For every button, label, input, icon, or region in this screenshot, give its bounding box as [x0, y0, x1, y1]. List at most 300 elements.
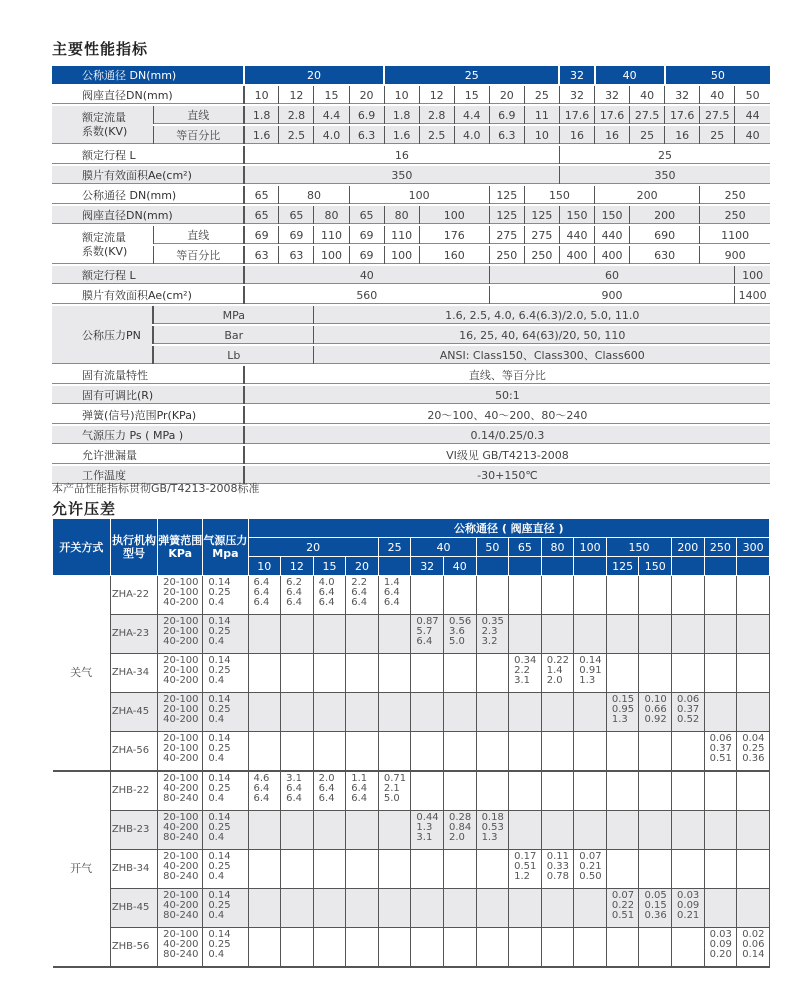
- pressure-diff-cell: [411, 732, 444, 772]
- value: 0.18: [481, 812, 504, 823]
- table-cell: 12: [419, 85, 454, 105]
- value: 0.14: [208, 773, 231, 784]
- value: 0.02: [742, 929, 765, 940]
- value: 0.07: [611, 890, 635, 901]
- header-row-1: [53, 519, 770, 538]
- value: 2.2: [514, 665, 531, 676]
- value: 20-100: [163, 733, 199, 744]
- pressure-row: [52, 325, 770, 345]
- sub-label: 直线: [153, 225, 244, 245]
- value: 40-200: [163, 753, 199, 764]
- table-cell: 400: [595, 245, 630, 265]
- value: 2.0: [546, 675, 563, 686]
- header-seat: 40: [443, 557, 476, 576]
- value: 0.33: [546, 861, 569, 872]
- pressure-diff-cell: [672, 771, 705, 811]
- value: 6.4: [253, 783, 270, 794]
- pressure-diff-cell: [737, 928, 770, 968]
- value: 0.4: [208, 636, 225, 647]
- seat-row: [52, 85, 770, 105]
- spring-cell: [158, 732, 203, 772]
- value: 0.66: [644, 704, 667, 715]
- value: 0.14: [208, 812, 231, 823]
- table-cell: 44: [735, 105, 770, 125]
- pressure-diff-cell: [378, 811, 411, 850]
- table-cell: 65: [279, 205, 314, 225]
- value: 0.09: [677, 900, 700, 911]
- value: 3.1: [286, 773, 302, 784]
- pressure-diff-cell: [443, 732, 476, 772]
- pressure-diff-cell: [509, 850, 542, 889]
- value: 40-200: [163, 597, 199, 608]
- header-dn: 100: [574, 538, 607, 557]
- pressure-diff-cell: [509, 615, 542, 654]
- table-cell: 69: [279, 225, 314, 245]
- pressure-diff-cell: [443, 576, 476, 615]
- pressure-diff-cell: [346, 654, 379, 693]
- table-cell: 16: [665, 125, 700, 145]
- value: 40-200: [163, 714, 199, 725]
- air-cell: [203, 850, 248, 889]
- pressure-diff-cell: [281, 811, 314, 850]
- pressure-diff-cell: [346, 615, 379, 654]
- value: 0.51: [514, 861, 537, 872]
- pressure-diff-cell: [411, 576, 444, 615]
- pressure-diff-cell: [281, 850, 314, 889]
- unit-label: Lb: [153, 345, 314, 365]
- header-mode: 开关方式: [53, 519, 111, 576]
- pressure-diff-cell: [509, 732, 542, 772]
- table-cell: 2.8: [419, 105, 454, 125]
- table-cell: 17.6: [559, 105, 594, 125]
- data-row: [53, 732, 770, 772]
- table-cell: 63: [244, 245, 279, 265]
- value: 40-200: [163, 783, 199, 794]
- value: 0.11: [546, 851, 569, 862]
- pressure-diff-cell: [574, 771, 607, 811]
- spec-row: [52, 365, 770, 385]
- pressure-diff-cell: [248, 576, 281, 615]
- value: 0.71: [383, 773, 407, 784]
- table-cell: 32: [559, 66, 594, 85]
- data-row: [53, 811, 770, 850]
- pressure-diff-cell: [737, 693, 770, 732]
- pressure-diff-cell: [378, 576, 411, 615]
- data-row: [53, 654, 770, 693]
- pressure-diff-cell: [346, 732, 379, 772]
- value: 0.34: [514, 655, 537, 666]
- row-label: 弹簧(信号)范围Pr(KPa): [52, 405, 244, 425]
- value: 0.4: [208, 832, 225, 843]
- table-cell: 25: [630, 125, 665, 145]
- value: 0.4: [208, 871, 225, 882]
- table-cell: 176: [419, 225, 489, 245]
- value: 6.4: [286, 793, 302, 804]
- pressure-diff-cell: [606, 850, 639, 889]
- pressure-diff-cell: [411, 850, 444, 889]
- table-cell: 250: [700, 205, 770, 225]
- value: 0.22: [611, 900, 635, 911]
- value: 1.2: [514, 871, 531, 882]
- pressure-diff-cell: [313, 732, 346, 772]
- header-seat: [574, 557, 607, 576]
- header-seat: 20: [346, 557, 379, 576]
- pressure-diff-cell: [672, 928, 705, 968]
- table-cell: 16: [559, 125, 594, 145]
- pressure-diff-cell: [411, 771, 444, 811]
- air-cell: [203, 811, 248, 850]
- pressure-diff-cell: [281, 615, 314, 654]
- pressure-diff-cell: [476, 928, 509, 968]
- pressure-diff-cell: [541, 693, 574, 732]
- pressure-diff-cell: [281, 889, 314, 928]
- pressure-diff-cell: [411, 693, 444, 732]
- table-cell: 1.8: [384, 105, 419, 125]
- pressure-diff-cell: [411, 654, 444, 693]
- value: 20-100: [163, 743, 199, 754]
- pressure-diff-cell: [606, 771, 639, 811]
- value: 0.92: [644, 714, 667, 725]
- value: 0.37: [677, 704, 700, 715]
- value: 0.06: [742, 939, 765, 950]
- allowed-pressure-table: [52, 518, 770, 968]
- table-cell: 1.6: [384, 125, 419, 145]
- pressure-diff-cell: [574, 811, 607, 850]
- value: 2.2: [351, 577, 368, 588]
- pressure-diff-cell: [378, 654, 411, 693]
- value: 6.4: [318, 597, 335, 608]
- header-dn-title: 公称通径 ( 阀座直径 ): [248, 519, 769, 538]
- table-cell: 15: [454, 85, 489, 105]
- pressure-diff-cell: [443, 811, 476, 850]
- pressure-diff-cell: [281, 693, 314, 732]
- table-cell: 6.3: [489, 125, 524, 145]
- pressure-diff-cell: [248, 693, 281, 732]
- table-cell: 6.9: [349, 105, 384, 125]
- pressure-diff-cell: [574, 615, 607, 654]
- table-cell: 50: [665, 66, 770, 85]
- pressure-diff-cell: [574, 654, 607, 693]
- header-seat: 10: [248, 557, 281, 576]
- pressure-diff-cell: [737, 732, 770, 772]
- table-cell: 100: [384, 245, 419, 265]
- pressure-diff-cell: [639, 811, 672, 850]
- value: 0.22: [546, 655, 569, 666]
- table-cell: 100: [349, 185, 489, 205]
- value: 4.0: [318, 577, 335, 588]
- seat-row-2: [52, 205, 770, 225]
- air-cell: [203, 732, 248, 772]
- value: 6.4: [383, 587, 400, 598]
- value: 6.4: [351, 597, 368, 608]
- table-cell: 25: [524, 85, 559, 105]
- pressure-diff-cell: [313, 928, 346, 968]
- pressure-diff-cell: [443, 615, 476, 654]
- table-cell: 1400: [735, 285, 770, 305]
- table-cell: -30+150℃: [244, 465, 770, 485]
- pressure-diff-cell: [639, 732, 672, 772]
- value: 6.4: [286, 597, 302, 608]
- value: 3.2: [481, 636, 498, 647]
- pressure-diff-cell: [346, 889, 379, 928]
- header-dn: 20: [248, 538, 378, 557]
- dn-row-2: [52, 185, 770, 205]
- table-cell: 125: [489, 205, 524, 225]
- kv-linear-row-2: [52, 225, 770, 245]
- kv-equal-row-2: [52, 245, 770, 265]
- table-cell: 10: [384, 85, 419, 105]
- value: 1.3: [579, 675, 596, 686]
- value: 0.25: [208, 704, 231, 715]
- pressure-diff-cell: [704, 615, 737, 654]
- air-cell: [203, 576, 248, 615]
- table-cell: 125: [524, 205, 559, 225]
- header-dn: 200: [672, 538, 705, 557]
- header-dn: 40: [411, 538, 476, 557]
- pressure-diff-cell: [639, 654, 672, 693]
- pressure-diff-cell: [378, 771, 411, 811]
- value: 1.1: [351, 773, 368, 784]
- table-cell: 200: [595, 185, 700, 205]
- pressure-row: [52, 305, 770, 325]
- pressure-diff-cell: [476, 615, 509, 654]
- pressure-diff-cell: [248, 850, 281, 889]
- pressure-diff-cell: [606, 811, 639, 850]
- pressure-diff-cell: [541, 811, 574, 850]
- row-label: 额定流量系数(KV): [52, 105, 153, 145]
- pressure-diff-cell: [704, 654, 737, 693]
- value: 0.78: [546, 871, 569, 882]
- value: 40-200: [163, 939, 199, 950]
- value: 6.4: [416, 636, 433, 647]
- table-cell: 0.14/0.25/0.3: [244, 425, 770, 445]
- pressure-diff-cell: [281, 732, 314, 772]
- pressure-diff-cell: [378, 732, 411, 772]
- value: 0.87: [416, 616, 439, 627]
- table-cell: 400: [559, 245, 594, 265]
- value: 2.0: [318, 773, 335, 784]
- value: 1.3: [416, 822, 433, 833]
- row-label: 膜片有效面积Ae(cm²): [52, 165, 244, 185]
- pressure-diff-cell: [281, 928, 314, 968]
- pressure-diff-cell: [443, 771, 476, 811]
- value: 0.05: [644, 890, 667, 901]
- mode-label: 开气: [53, 771, 111, 967]
- table-cell: 20: [349, 85, 384, 105]
- row-label: 额定行程 L: [52, 145, 244, 165]
- table-cell: 440: [559, 225, 594, 245]
- pressure-diff-cell: [672, 732, 705, 772]
- table-cell: 275: [489, 225, 524, 245]
- table-cell: 40: [735, 125, 770, 145]
- table-cell: 1.6: [244, 125, 279, 145]
- table-cell: 15: [314, 85, 349, 105]
- row-label: 工作温度: [52, 465, 244, 485]
- pressure-diff-cell: [574, 576, 607, 615]
- pressure-diff-cell: [313, 850, 346, 889]
- table-cell: 65: [349, 205, 384, 225]
- table-cell: 80: [384, 205, 419, 225]
- model-cell: ZHB-23: [110, 811, 157, 850]
- table-cell: 560: [244, 285, 489, 305]
- value: 5.0: [448, 636, 465, 647]
- value: 40-200: [163, 900, 199, 911]
- row-label: 阀座直径DN(mm): [52, 205, 244, 225]
- table-cell: 63: [279, 245, 314, 265]
- table-cell: 50: [735, 85, 770, 105]
- spec-row: [52, 405, 770, 425]
- value: 0.4: [208, 753, 225, 764]
- dn-header-row: [52, 66, 770, 85]
- pressure-diff-cell: [541, 850, 574, 889]
- table-cell: 2.5: [419, 125, 454, 145]
- pressure-diff-cell: [476, 811, 509, 850]
- pressure-diff-cell: [248, 771, 281, 811]
- row-label: 公称通径 DN(mm): [52, 185, 244, 205]
- table-cell: 27.5: [700, 105, 735, 125]
- table-cell: 16, 25, 40, 64(63)/20, 50, 110: [314, 325, 770, 345]
- value: 0.84: [448, 822, 472, 833]
- table-cell: 32: [665, 85, 700, 105]
- value: 0.03: [709, 929, 732, 940]
- table-cell: 20: [244, 66, 384, 85]
- table-cell: 100: [314, 245, 349, 265]
- pressure-diff-cell: [313, 615, 346, 654]
- header-dn: 150: [606, 538, 671, 557]
- value: 4.6: [253, 773, 270, 784]
- value: 0.95: [611, 704, 635, 715]
- table-cell: 350: [559, 165, 770, 185]
- data-row: [53, 889, 770, 928]
- header-seat: 150: [639, 557, 672, 576]
- pressure-diff-cell: [639, 576, 672, 615]
- spring-cell: [158, 771, 203, 811]
- value: 20-100: [163, 890, 199, 901]
- value: 0.56: [448, 616, 472, 627]
- pressure-diff-cell: [737, 654, 770, 693]
- value: 0.14: [579, 655, 602, 666]
- table-cell: 10: [244, 85, 279, 105]
- model-cell: ZHA-22: [110, 576, 157, 615]
- value: 6.4: [351, 793, 368, 804]
- model-cell: ZHB-34: [110, 850, 157, 889]
- pressure-diff-cell: [704, 732, 737, 772]
- value: 80-240: [163, 871, 199, 882]
- value: 6.4: [351, 587, 368, 598]
- table-cell: 40: [244, 265, 489, 285]
- unit-label: MPa: [153, 305, 314, 325]
- air-cell: [203, 928, 248, 968]
- table-cell: 25: [384, 66, 559, 85]
- pressure-diff-cell: [346, 693, 379, 732]
- value: 0.36: [644, 910, 667, 921]
- pressure-diff-cell: [672, 889, 705, 928]
- pressure-diff-cell: [541, 732, 574, 772]
- value: 1.3: [611, 714, 628, 725]
- pressure-diff-cell: [606, 576, 639, 615]
- stroke-row-2: [52, 265, 770, 285]
- table-cell: 20: [489, 85, 524, 105]
- table-cell: 100: [419, 205, 489, 225]
- table-cell: 11: [524, 105, 559, 125]
- value: 6.4: [351, 783, 368, 794]
- spring-cell: [158, 889, 203, 928]
- table-cell: 6.3: [349, 125, 384, 145]
- table-cell: 1.6, 2.5, 4.0, 6.4(6.3)/2.0, 5.0, 11.0: [314, 305, 770, 325]
- value: 0.25: [208, 900, 231, 911]
- pressure-diff-cell: [704, 889, 737, 928]
- value: 6.4: [253, 793, 270, 804]
- pressure-diff-cell: [672, 576, 705, 615]
- value: 0.50: [579, 871, 602, 882]
- header-dn: 80: [541, 538, 574, 557]
- value: 20-100: [163, 655, 199, 666]
- pressure-diff-cell: [606, 693, 639, 732]
- section-title-pressure-diff: 允许压差: [52, 500, 117, 518]
- header-seat: [509, 557, 542, 576]
- spring-cell: [158, 811, 203, 850]
- value: 0.14: [208, 890, 231, 901]
- table-cell: 250: [700, 185, 770, 205]
- pressure-diff-cell: [606, 654, 639, 693]
- value: 20-100: [163, 929, 199, 940]
- value: 0.15: [611, 694, 635, 705]
- sub-label: 等百分比: [153, 125, 244, 145]
- area-row: [52, 165, 770, 185]
- table-cell: 200: [630, 205, 700, 225]
- row-label: 固有可调比(R): [52, 385, 244, 405]
- value: 6.4: [318, 783, 335, 794]
- table-cell: 32: [559, 85, 594, 105]
- pressure-diff-cell: [509, 654, 542, 693]
- value: 0.25: [208, 587, 231, 598]
- value: 20-100: [163, 577, 199, 588]
- pressure-diff-cell: [737, 771, 770, 811]
- value: 80-240: [163, 949, 199, 960]
- table-cell: 125: [489, 185, 524, 205]
- sub-label: 等百分比: [153, 245, 244, 265]
- value: 2.1: [383, 783, 400, 794]
- data-row: [53, 615, 770, 654]
- table-cell: 250: [489, 245, 524, 265]
- pressure-diff-cell: [704, 928, 737, 968]
- pressure-diff-cell: [476, 654, 509, 693]
- value: 0.25: [208, 665, 231, 676]
- table-cell: 4.4: [314, 105, 349, 125]
- header-dn: 250: [704, 538, 737, 557]
- table-cell: 4.0: [454, 125, 489, 145]
- value: 20-100: [163, 616, 199, 627]
- value: 80-240: [163, 793, 199, 804]
- pressure-diff-cell: [541, 889, 574, 928]
- pressure-diff-cell: [704, 693, 737, 732]
- data-row: [53, 693, 770, 732]
- pressure-diff-cell: [672, 850, 705, 889]
- value: 80-240: [163, 910, 199, 921]
- value: 0.14: [742, 949, 765, 960]
- value: 6.4: [253, 597, 270, 608]
- standard-note: 本产品性能指标贯彻GB/T4213-2008标准: [52, 482, 260, 495]
- row-label: 阀座直径DN(mm): [52, 85, 244, 105]
- table-cell: 440: [595, 225, 630, 245]
- pressure-diff-cell: [346, 771, 379, 811]
- unit-label: Bar: [153, 325, 314, 345]
- value: 0.4: [208, 675, 225, 686]
- table-cell: 60: [489, 265, 735, 285]
- value: 0.44: [416, 812, 439, 823]
- value: 6.4: [286, 587, 302, 598]
- value: 20-100: [163, 704, 199, 715]
